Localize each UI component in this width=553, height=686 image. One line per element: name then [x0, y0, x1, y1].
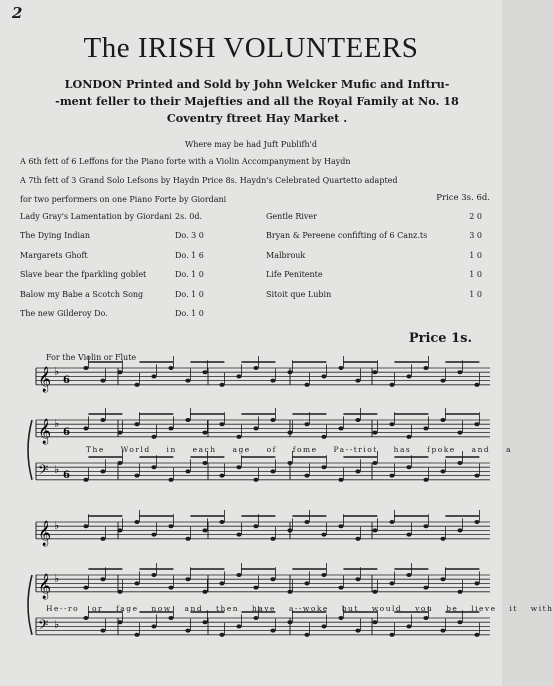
note-head — [338, 586, 343, 590]
time-signature: 6​ — [63, 375, 70, 386]
note-head — [355, 379, 360, 383]
note-head — [287, 431, 292, 435]
note-head — [236, 435, 241, 439]
note-head — [100, 577, 105, 581]
note-head — [168, 366, 173, 370]
note-head — [100, 629, 105, 633]
flat-key-icon: ♭ — [54, 417, 60, 430]
note-head — [134, 581, 139, 585]
note-head — [202, 461, 207, 465]
system-brace — [28, 420, 32, 480]
time-signature: 6​ — [63, 427, 70, 438]
catalog-item-title: The new Gilderoy Do. — [20, 308, 108, 318]
note-head — [372, 528, 377, 532]
note-head — [287, 461, 292, 465]
treble-clef-icon: 𝄞 — [38, 521, 52, 546]
note-head — [134, 474, 139, 478]
note-head — [117, 620, 122, 624]
note-head — [185, 418, 190, 422]
catalog-item-title: Bryan & Pereene confifting of 6 Canz.ts — [266, 231, 428, 241]
note-head — [321, 465, 326, 469]
catalog-item-title: Slave bear the fparkling goblet — [20, 270, 147, 280]
note-head — [270, 629, 275, 633]
note-head — [440, 469, 445, 473]
note-head — [83, 478, 88, 482]
note-head — [355, 537, 360, 541]
note-head — [372, 590, 377, 594]
note-head — [83, 426, 88, 430]
note-head — [202, 590, 207, 594]
note-head — [321, 435, 326, 439]
note-head — [440, 418, 445, 422]
note-head — [406, 533, 411, 537]
note-head — [151, 624, 156, 628]
note-head — [253, 524, 258, 528]
note-head — [253, 586, 258, 590]
note-head — [270, 418, 275, 422]
note-head — [219, 520, 224, 524]
catalog-item-price: 2s. 0d. — [175, 212, 203, 221]
note-head — [338, 366, 343, 370]
note-head — [372, 620, 377, 624]
note-head — [83, 586, 88, 590]
note-head — [457, 528, 462, 532]
note-head — [389, 520, 394, 524]
note-head — [440, 577, 445, 581]
note-head — [304, 520, 309, 524]
note-head — [338, 478, 343, 482]
note-head — [219, 633, 224, 637]
note-head — [202, 370, 207, 374]
notice-line-3-price: Price 3s. 6d. — [436, 193, 490, 203]
note-head — [338, 524, 343, 528]
note-head — [474, 633, 479, 637]
note-head — [219, 474, 224, 478]
note-head — [474, 422, 479, 426]
catalog-item-title: Sitoit que Lubin — [266, 289, 332, 299]
catalog-item-price: 1 0 — [469, 250, 482, 260]
note-head — [389, 633, 394, 637]
flat-key-icon: ♭ — [54, 365, 60, 378]
note-head — [253, 366, 258, 370]
note-head — [406, 374, 411, 378]
note-head — [338, 616, 343, 620]
note-head — [287, 590, 292, 594]
note-head — [185, 469, 190, 473]
system-brace — [28, 575, 32, 635]
note-head — [355, 629, 360, 633]
note-head — [372, 461, 377, 465]
note-head — [83, 616, 88, 620]
note-head — [355, 469, 360, 473]
note-head — [236, 374, 241, 378]
note-head — [304, 581, 309, 585]
note-head — [321, 533, 326, 537]
note-head — [117, 461, 122, 465]
catalog-item-price: 1 0 — [469, 270, 482, 280]
note-head — [270, 537, 275, 541]
note-head — [202, 528, 207, 532]
note-head — [355, 418, 360, 422]
note-head — [117, 370, 122, 374]
note-head — [253, 616, 258, 620]
catalog-item-price: 2 0 — [469, 212, 482, 221]
note-head — [474, 383, 479, 387]
note-head — [270, 379, 275, 383]
note-head — [389, 422, 394, 426]
note-head — [440, 629, 445, 633]
catalog-item-price: Do. 3 0 — [175, 231, 204, 241]
note-head — [185, 379, 190, 383]
note-head — [389, 383, 394, 387]
note-head — [457, 461, 462, 465]
note-head — [321, 624, 326, 628]
bass-clef-icon: 𝄢 — [38, 617, 49, 636]
catalog-item-price: Do. 1 0 — [175, 308, 204, 318]
note-head — [372, 370, 377, 374]
flat-key-icon: ♭ — [54, 572, 60, 585]
note-head — [236, 624, 241, 628]
note-head — [168, 524, 173, 528]
bass-clef-icon: 𝄢 — [38, 462, 49, 481]
note-head — [168, 616, 173, 620]
note-head — [304, 474, 309, 478]
note-head — [321, 573, 326, 577]
note-head — [474, 474, 479, 478]
note-head — [83, 524, 88, 528]
flat-key-icon: ♭ — [54, 519, 60, 532]
note-head — [457, 620, 462, 624]
catalog-item-price: 1 0 — [469, 289, 482, 299]
note-head — [151, 374, 156, 378]
song-price: Price 1s. — [408, 331, 472, 346]
imprint-line-2: -ment feller to their Majefties and all the Royal Family at No. 18 — [55, 94, 459, 108]
note-head — [321, 374, 326, 378]
note-head — [202, 431, 207, 435]
note-head — [134, 422, 139, 426]
note-head — [304, 422, 309, 426]
where-heading: Where may be had Juft Publifh'd — [185, 140, 317, 149]
note-head — [457, 431, 462, 435]
note-head — [219, 422, 224, 426]
note-head — [134, 383, 139, 387]
note-head — [100, 537, 105, 541]
note-head — [474, 520, 479, 524]
note-head — [253, 478, 258, 482]
note-head — [304, 383, 309, 387]
note-head — [406, 573, 411, 577]
note-head — [355, 577, 360, 581]
treble-clef-icon: 𝄞 — [38, 367, 52, 392]
catalog-item-title: Life Penitente — [266, 270, 323, 280]
note-head — [185, 629, 190, 633]
catalog-item-title: Lady Gray's Lamentation by Giordani — [20, 212, 172, 221]
imprint-line-3: Coventry ftreet Hay Market . — [166, 111, 348, 125]
catalog-item-price: Do. 1 6 — [175, 250, 204, 260]
note-head — [151, 435, 156, 439]
staff-lines — [28, 368, 490, 635]
note-head — [236, 465, 241, 469]
catalog-item-price: Do. 1 0 — [175, 270, 204, 280]
note-head — [185, 537, 190, 541]
note-head — [117, 431, 122, 435]
note-head — [423, 426, 428, 430]
notice-line-2: A 7th fett of 3 Grand Solo Lefsons by Haydn Price 8s. Haydn's Celebrated Quartetto adapted — [20, 176, 398, 185]
treble-clef-icon: 𝄞 — [38, 419, 52, 444]
note-head — [372, 431, 377, 435]
note-head — [389, 474, 394, 478]
flat-key-icon: ♭ — [54, 463, 60, 476]
note-head — [423, 366, 428, 370]
note-head — [406, 465, 411, 469]
note-head — [440, 537, 445, 541]
note-head — [185, 577, 190, 581]
note-head — [168, 586, 173, 590]
catalog-item-title: Gentle River — [266, 212, 317, 221]
note-head — [440, 379, 445, 383]
note-head — [406, 624, 411, 628]
note-head — [202, 620, 207, 624]
note-head — [474, 581, 479, 585]
note-head — [219, 383, 224, 387]
flat-key-icon: ♭ — [54, 618, 60, 631]
time-signature: 6​ — [63, 470, 70, 481]
note-head — [100, 418, 105, 422]
note-head — [100, 469, 105, 473]
note-head — [423, 478, 428, 482]
note-head — [134, 633, 139, 637]
page-title: The IRISH VOLUNTEERS — [83, 32, 419, 64]
note-head — [270, 577, 275, 581]
note-head — [219, 581, 224, 585]
note-head — [151, 533, 156, 537]
clefs — [38, 365, 70, 636]
note-head — [287, 528, 292, 532]
catalog-item-title: Margarets Ghoft — [20, 250, 88, 260]
note-head — [151, 465, 156, 469]
note-head — [83, 366, 88, 370]
page-number: 2 — [12, 4, 23, 22]
note-head — [117, 590, 122, 594]
notes — [83, 356, 479, 637]
note-head — [389, 581, 394, 585]
note-head — [236, 573, 241, 577]
note-head — [117, 528, 122, 532]
catalog-item-title: Malbrouk — [266, 250, 306, 260]
lyric-line-1: The World in each age of fome Pa--triot has fpoke and a — [86, 445, 513, 454]
note-head — [168, 426, 173, 430]
note-head — [338, 426, 343, 430]
catalog-item-title: The Dying Indian — [20, 231, 90, 241]
note-head — [457, 590, 462, 594]
violin-flute-label: For the Violin or Flute — [46, 353, 137, 362]
note-head — [423, 524, 428, 528]
note-head — [457, 370, 462, 374]
note-head — [287, 370, 292, 374]
notice-line-1: A 6th fett of 6 Leffons for the Piano forte with a Violin Accompanyment by Haydn — [20, 157, 351, 166]
catalog-item-price: 3 0 — [469, 231, 482, 241]
note-head — [236, 533, 241, 537]
note-head — [134, 520, 139, 524]
note-head — [253, 426, 258, 430]
notice-line-3: for two performers on one Piano Forte by Giordani — [20, 195, 227, 204]
note-head — [406, 435, 411, 439]
note-head — [151, 573, 156, 577]
note-head — [270, 469, 275, 473]
lyric-line-2: He--ro or fage now and then have a--woke but would you be lieve it with — [46, 604, 553, 613]
imprint-line-1: LONDON Printed and Sold by John Welcker Mufic and Inftru- — [64, 77, 450, 91]
note-head — [304, 633, 309, 637]
note-head — [423, 586, 428, 590]
note-head — [423, 616, 428, 620]
catalog-item-title: Balow my Babe a Scotch Song — [20, 289, 144, 299]
note-head — [287, 620, 292, 624]
note-head — [100, 379, 105, 383]
note-head — [168, 478, 173, 482]
catalog-item-price: Do. 1 0 — [175, 289, 204, 299]
treble-clef-icon: 𝄞 — [38, 574, 52, 599]
